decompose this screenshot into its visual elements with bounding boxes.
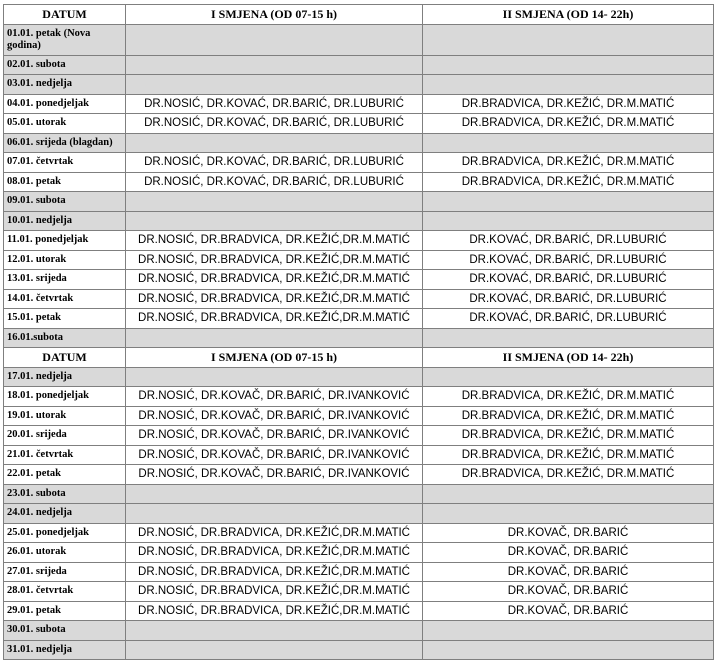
date-cell: 24.01. nedjelja: [4, 504, 126, 524]
shift1-cell: [126, 75, 423, 95]
shift1-cell: DR.NOSIĆ, DR.KOVAČ, DR.BARIĆ, DR.IVANKOVIĆ: [126, 387, 423, 407]
shift1-cell: [126, 484, 423, 504]
date-cell: 06.01. srijeda (blagdan): [4, 133, 126, 153]
schedule-row: [4, 562, 714, 582]
shift1-cell: DR.NOSIĆ, DR.BRADVICA, DR.KEŽIĆ,DR.M.MATIĆ: [126, 582, 423, 602]
schedule-row: [4, 75, 714, 95]
date-cell: 20.01. srijeda: [4, 426, 126, 446]
schedule-row: [4, 543, 714, 563]
shift1-cell: DR.NOSIĆ, DR.BRADVICA, DR.KEŽIĆ,DR.M.MATIĆ: [126, 523, 423, 543]
schedule-row: [4, 309, 714, 329]
date-cell: 25.01. ponedjeljak: [4, 523, 126, 543]
date-cell: 22.01. petak: [4, 465, 126, 485]
shift2-cell: DR.BRADVICA, DR.KEŽIĆ, DR.M.MATIĆ: [423, 426, 714, 446]
date-cell: 27.01. srijeda: [4, 562, 126, 582]
schedule-table: [3, 4, 714, 660]
date-cell: 23.01. subota: [4, 484, 126, 504]
shift2-cell: DR.BRADVICA, DR.KEŽIĆ, DR.M.MATIĆ: [423, 406, 714, 426]
shift2-cell: [423, 640, 714, 660]
date-cell: 11.01. ponedjeljak: [4, 231, 126, 251]
schedule-row: [4, 426, 714, 446]
shift2-cell: [423, 211, 714, 231]
shift2-cell: [423, 328, 714, 348]
schedule-row: [4, 640, 714, 660]
shift1-cell: DR.NOSIĆ, DR.BRADVICA, DR.KEŽIĆ,DR.M.MATIĆ: [126, 543, 423, 563]
shift2-cell: [423, 133, 714, 153]
schedule-row: [4, 94, 714, 114]
date-cell: 15.01. petak: [4, 309, 126, 329]
shift2-cell: DR.BRADVICA, DR.KEŽIĆ, DR.M.MATIĆ: [423, 465, 714, 485]
date-cell: 18.01. ponedjeljak: [4, 387, 126, 407]
schedule-row: [4, 270, 714, 290]
date-cell: 02.01. subota: [4, 55, 126, 75]
schedule-row: [4, 114, 714, 134]
schedule-row: [4, 250, 714, 270]
shift1-cell: [126, 24, 423, 55]
shift1-cell: [126, 621, 423, 641]
date-cell: 04.01. ponedjeljak: [4, 94, 126, 114]
date-cell: 21.01. četvrtak: [4, 445, 126, 465]
schedule-row: [4, 582, 714, 602]
date-cell: 12.01. utorak: [4, 250, 126, 270]
shift2-cell: DR.KOVAĆ, DR.BARIĆ, DR.LUBURIĆ: [423, 309, 714, 329]
schedule-row: [4, 24, 714, 55]
shift1-cell: [126, 328, 423, 348]
shift1-cell: DR.NOSIĆ, DR.KOVAĆ, DR.BARIĆ, DR.LUBURIĆ: [126, 114, 423, 134]
shift2-cell: DR.BRADVICA, DR.KEŽIĆ, DR.M.MATIĆ: [423, 172, 714, 192]
date-cell: 08.01. petak: [4, 172, 126, 192]
schedule-row: [4, 328, 714, 348]
shift1-cell: DR.NOSIĆ, DR.BRADVICA, DR.KEŽIĆ,DR.M.MATIĆ: [126, 289, 423, 309]
header-row: [4, 5, 714, 25]
shift2-cell: DR.BRADVICA, DR.KEŽIĆ, DR.M.MATIĆ: [423, 94, 714, 114]
shift2-cell: DR.KOVAĆ, DR.BARIĆ, DR.LUBURIĆ: [423, 289, 714, 309]
date-cell: 14.01. četvrtak: [4, 289, 126, 309]
shift2-cell: DR.BRADVICA, DR.KEŽIĆ, DR.M.MATIĆ: [423, 387, 714, 407]
shift1-cell: DR.NOSIĆ, DR.KOVAĆ, DR.BARIĆ, DR.LUBURIĆ: [126, 172, 423, 192]
shift2-cell: [423, 504, 714, 524]
schedule-row: [4, 387, 714, 407]
shift2-cell: DR.KOVAĆ, DR.BARIĆ, DR.LUBURIĆ: [423, 270, 714, 290]
shift2-cell: [423, 621, 714, 641]
date-cell: 09.01. subota: [4, 192, 126, 212]
date-cell: 16.01.subota: [4, 328, 126, 348]
date-cell: 13.01. srijeda: [4, 270, 126, 290]
shift1-cell: DR.NOSIĆ, DR.BRADVICA, DR.KEŽIĆ,DR.M.MATIĆ: [126, 601, 423, 621]
column-header-shift1: I SMJENA (OD 07-15 h): [126, 5, 423, 25]
shift1-cell: [126, 55, 423, 75]
date-cell: 01.01. petak (Nova godina): [4, 24, 126, 55]
schedule-row: [4, 192, 714, 212]
shift1-cell: DR.NOSIĆ, DR.BRADVICA, DR.KEŽIĆ,DR.M.MATIĆ: [126, 270, 423, 290]
column-header-date: DATUM: [4, 5, 126, 25]
shift1-cell: DR.NOSIĆ, DR.BRADVICA, DR.KEŽIĆ,DR.M.MATIĆ: [126, 250, 423, 270]
column-header-date: DATUM: [4, 348, 126, 368]
column-header-shift2: II SMJENA (OD 14- 22h): [423, 5, 714, 25]
date-cell: 17.01. nedjelja: [4, 367, 126, 387]
schedule-row: [4, 133, 714, 153]
shift2-cell: [423, 192, 714, 212]
schedule-row: [4, 601, 714, 621]
shift1-cell: [126, 640, 423, 660]
shift1-cell: [126, 133, 423, 153]
shift1-cell: DR.NOSIĆ, DR.KOVAĆ, DR.BARIĆ, DR.LUBURIĆ: [126, 94, 423, 114]
shift2-cell: [423, 367, 714, 387]
shift2-cell: DR.KOVAČ, DR.BARIĆ: [423, 562, 714, 582]
shift1-cell: DR.NOSIĆ, DR.KOVAĆ, DR.BARIĆ, DR.LUBURIĆ: [126, 153, 423, 173]
column-header-shift2: II SMJENA (OD 14- 22h): [423, 348, 714, 368]
schedule-body: [4, 5, 714, 660]
shift2-cell: DR.KOVAČ, DR.BARIĆ: [423, 523, 714, 543]
shift2-cell: DR.BRADVICA, DR.KEŽIĆ, DR.M.MATIĆ: [423, 153, 714, 173]
shift2-cell: [423, 55, 714, 75]
shift2-cell: DR.KOVAČ, DR.BARIĆ: [423, 543, 714, 563]
schedule-row: [4, 153, 714, 173]
shift1-cell: DR.NOSIĆ, DR.KOVAČ, DR.BARIĆ, DR.IVANKOVIĆ: [126, 426, 423, 446]
shift2-cell: [423, 24, 714, 55]
date-cell: 26.01. utorak: [4, 543, 126, 563]
shift2-cell: DR.BRADVICA, DR.KEŽIĆ, DR.M.MATIĆ: [423, 445, 714, 465]
shift1-cell: DR.NOSIĆ, DR.KOVAČ, DR.BARIĆ, DR.IVANKOVIĆ: [126, 445, 423, 465]
date-cell: 30.01. subota: [4, 621, 126, 641]
date-cell: 05.01. utorak: [4, 114, 126, 134]
schedule-row: [4, 504, 714, 524]
date-cell: 10.01. nedjelja: [4, 211, 126, 231]
header-row: [4, 348, 714, 368]
shift1-cell: DR.NOSIĆ, DR.KOVAČ, DR.BARIĆ, DR.IVANKOVIĆ: [126, 465, 423, 485]
schedule-row: [4, 55, 714, 75]
schedule-row: [4, 406, 714, 426]
shift1-cell: [126, 211, 423, 231]
shift1-cell: DR.NOSIĆ, DR.BRADVICA, DR.KEŽIĆ,DR.M.MATIĆ: [126, 231, 423, 251]
shift2-cell: DR.KOVAĆ, DR.BARIĆ, DR.LUBURIĆ: [423, 250, 714, 270]
date-cell: 29.01. petak: [4, 601, 126, 621]
shift2-cell: DR.BRADVICA, DR.KEŽIĆ, DR.M.MATIĆ: [423, 114, 714, 134]
date-cell: 03.01. nedjelja: [4, 75, 126, 95]
date-cell: 28.01. četvrtak: [4, 582, 126, 602]
schedule-row: [4, 367, 714, 387]
shift2-cell: DR.KOVAČ, DR.BARIĆ: [423, 601, 714, 621]
schedule-row: [4, 465, 714, 485]
schedule-row: [4, 523, 714, 543]
shift1-cell: [126, 504, 423, 524]
shift2-cell: DR.KOVAĆ, DR.BARIĆ, DR.LUBURIĆ: [423, 231, 714, 251]
date-cell: 07.01. četvrtak: [4, 153, 126, 173]
shift2-cell: DR.KOVAČ, DR.BARIĆ: [423, 582, 714, 602]
shift1-cell: DR.NOSIĆ, DR.KOVAČ, DR.BARIĆ, DR.IVANKOVIĆ: [126, 406, 423, 426]
shift1-cell: DR.NOSIĆ, DR.BRADVICA, DR.KEŽIĆ,DR.M.MATIĆ: [126, 309, 423, 329]
schedule-row: [4, 211, 714, 231]
shift1-cell: DR.NOSIĆ, DR.BRADVICA, DR.KEŽIĆ,DR.M.MATIĆ: [126, 562, 423, 582]
shift1-cell: [126, 367, 423, 387]
shift1-cell: [126, 192, 423, 212]
shift2-cell: [423, 75, 714, 95]
schedule-row: [4, 231, 714, 251]
schedule-row: [4, 621, 714, 641]
schedule-row: [4, 445, 714, 465]
shift2-cell: [423, 484, 714, 504]
schedule-row: [4, 289, 714, 309]
date-cell: 19.01. utorak: [4, 406, 126, 426]
schedule-row: [4, 484, 714, 504]
date-cell: 31.01. nedjelja: [4, 640, 126, 660]
schedule-row: [4, 172, 714, 192]
column-header-shift1: I SMJENA (OD 07-15 h): [126, 348, 423, 368]
